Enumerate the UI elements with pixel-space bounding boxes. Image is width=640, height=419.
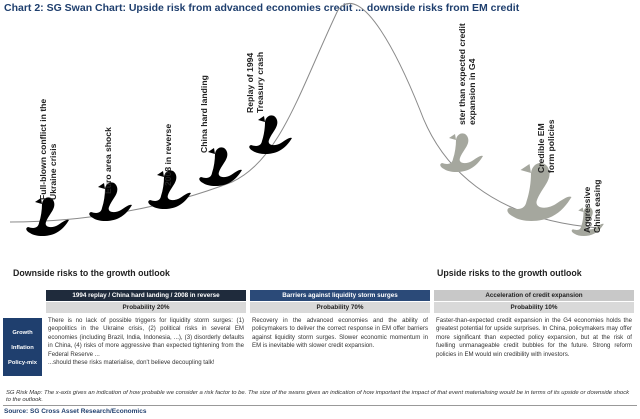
event-label-line: form policies xyxy=(546,119,556,173)
event-label-5 xyxy=(245,52,265,113)
event-label-1 xyxy=(38,99,58,200)
event-label-line: Euro area shock xyxy=(103,127,113,194)
risk-map-note: SG Risk Map: The x-axis gives an indication of how probable we consider a risk factor to be. The size of the swans gives an indication of how important the impact of that event materialising would be in terms of its upside or downside shock to the outlook. xyxy=(6,390,630,404)
swan-mark-1 xyxy=(26,197,69,236)
scenario-1-header: 1994 replay / China hard landing / 2008 in reverse xyxy=(46,290,246,301)
sidebar-item-growth: Growth xyxy=(12,330,33,336)
upside-axis-label: Upside risks to the growth outlook xyxy=(437,268,582,278)
event-label-line: 2008 in reverse xyxy=(163,123,173,186)
event-label-line: China hard landing xyxy=(199,75,209,153)
event-label-line: Treasury crash xyxy=(255,51,265,113)
scenario-2-text: Recovery in the advanced economies and the ability of policymakers to deliver the correct response in EM offer barriers against liquidity storm surges. Slower economic momentum in EM is inevitable with slower credit expansion. xyxy=(252,317,428,350)
swan-mark-6 xyxy=(440,133,483,172)
event-label-line: Full-blown conflict in the xyxy=(38,98,48,200)
scenario-3-probability: Probability 10% xyxy=(434,302,634,313)
scenario-1-conclusion: ...should these risks materialise, don't believe decoupling talk! xyxy=(48,359,215,367)
divider xyxy=(3,405,637,406)
event-label-7 xyxy=(536,120,556,173)
sidebar-item-policy-mix: Policy-mix xyxy=(8,360,37,366)
scenario-3-text: Faster-than-expected credit expansion in the G4 economies holds the greatest potential for upside surprises. In China, policymakers may offer more significant than expected policy expansion, but at the risk of fuelling unmanageable credit bubbles for the future. Strong reform policies in EM would win credibility with investors. xyxy=(436,317,632,358)
sidebar xyxy=(3,318,42,376)
event-label-8 xyxy=(582,180,602,233)
scenario-1-text xyxy=(48,317,244,367)
scenario-1-probability: Probability 20% xyxy=(46,302,246,313)
source-note: Source: SG Cross Asset Research/Economics xyxy=(4,408,147,415)
scenario-3-header: Acceleration of credit expansion xyxy=(434,290,634,301)
event-label-2 xyxy=(103,127,113,194)
event-label-line: China easing xyxy=(592,179,602,233)
scenario-1-body: There is no lack of possible triggers for liquidity storm surges: (1) geopolitics in the Ukraine crisis, (2) political risks in several EM economies (including Brazil, India, Indonesia, ...), (3) disorderly defaults in China, (4) risks of more aggressive than expected tightening from the Federal Reserve ... xyxy=(48,317,244,358)
event-label-line: Ukraine crisis xyxy=(48,143,58,200)
event-label-line: Credible EM xyxy=(536,123,546,173)
event-label-line: Replay of 1994 xyxy=(245,52,255,113)
chart-title: Chart 2: SG Swan Chart: Upside risk from advanced economies credit ... downside risks from EM credit xyxy=(4,2,520,14)
probability-curve xyxy=(10,3,600,228)
scenario-2-header: Barriers against liquidity storm surges xyxy=(250,290,430,301)
event-label-line: Aggressive xyxy=(582,186,592,233)
downside-axis-label: Downside risks to the growth outlook xyxy=(13,268,170,278)
scenario-2-probability: Probability 70% xyxy=(250,302,430,313)
swan-mark-5 xyxy=(249,115,292,154)
event-label-4 xyxy=(199,75,209,153)
sidebar-item-inflation: Inflation xyxy=(11,345,34,351)
event-label-3 xyxy=(163,124,173,186)
event-label-6 xyxy=(457,23,477,125)
event-label-line: expansion in G4 xyxy=(467,58,477,125)
event-label-line: ster than expected credit xyxy=(457,23,467,125)
